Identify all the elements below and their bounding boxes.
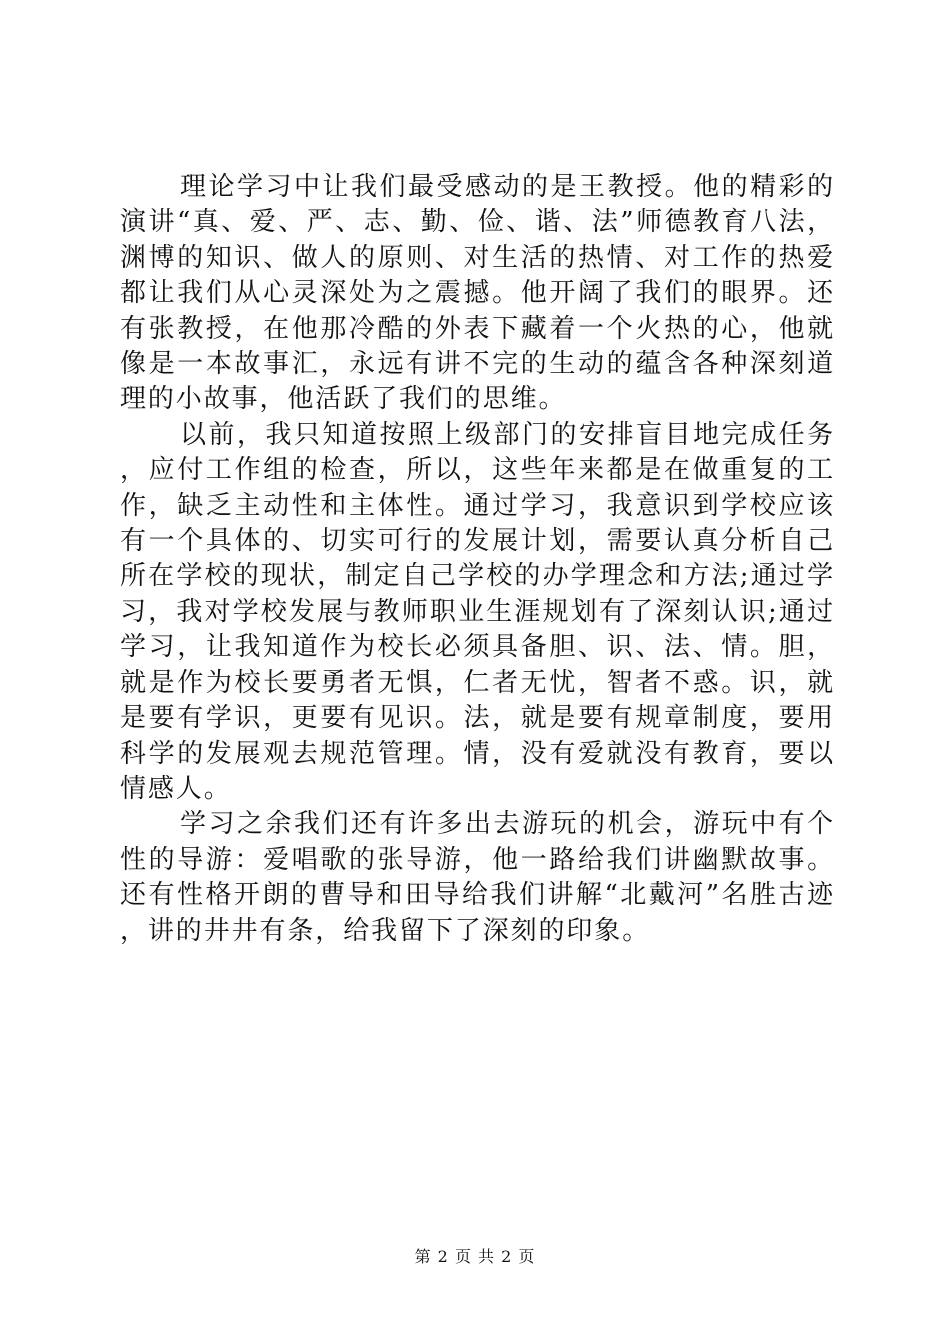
paragraph-travel: 学习之余我们还有许多出去游玩的机会，游玩中有个性的导游：爱唱歌的张导游，他一路给我们讲幽默故事。还有性格开朗的曹导和田导给我们讲解“北戴河”名胜古迹，讲的井井有条，给我留下了深刻的印象。 xyxy=(120,809,835,946)
paragraph-reflection: 以前，我只知道按照上级部门的安排盲目地完成任务，应付工作组的检查，所以，这些年来都是在做重复的工作，缺乏主动性和主体性。通过学习，我意识到学校应该有一个具体的、切实可行的发展计划，需要认真分析自己所在学校的现状，制定自己学校的办学理念和方法;通过学习，我对学校发展与教师职业生涯规划有了深刻认识;通过学习，让我知道作为校长必须具备胆、识、法、情。胆，就是作为校长要勇者无惧，仁者无忧，智者不惑。识，就是要有学识，更要有见识。法，就是要有规章制度，要用科学的发展观去规范管理。情，没有爱就没有教育，要以情感人。 xyxy=(120,419,835,804)
page-number-footer: 第 2 页 共 2 页 xyxy=(414,1247,536,1266)
document-body xyxy=(120,170,835,949)
paragraph-professors: 理论学习中让我们最受感动的是王教授。他的精彩的演讲“真、爱、严、志、勤、俭、谐、法”师德教育八法，渊博的知识、做人的原则、对生活的热情、对工作的热爱都让我们从心灵深处为之震撼。他开阔了我们的眼界。还有张教授，在他那冷酷的外表下藏着一个火热的心，他就像是一本故事汇，永远有讲不完的生动的蕴含各种深刻道理的小故事，他活跃了我们的思维。 xyxy=(120,172,835,415)
